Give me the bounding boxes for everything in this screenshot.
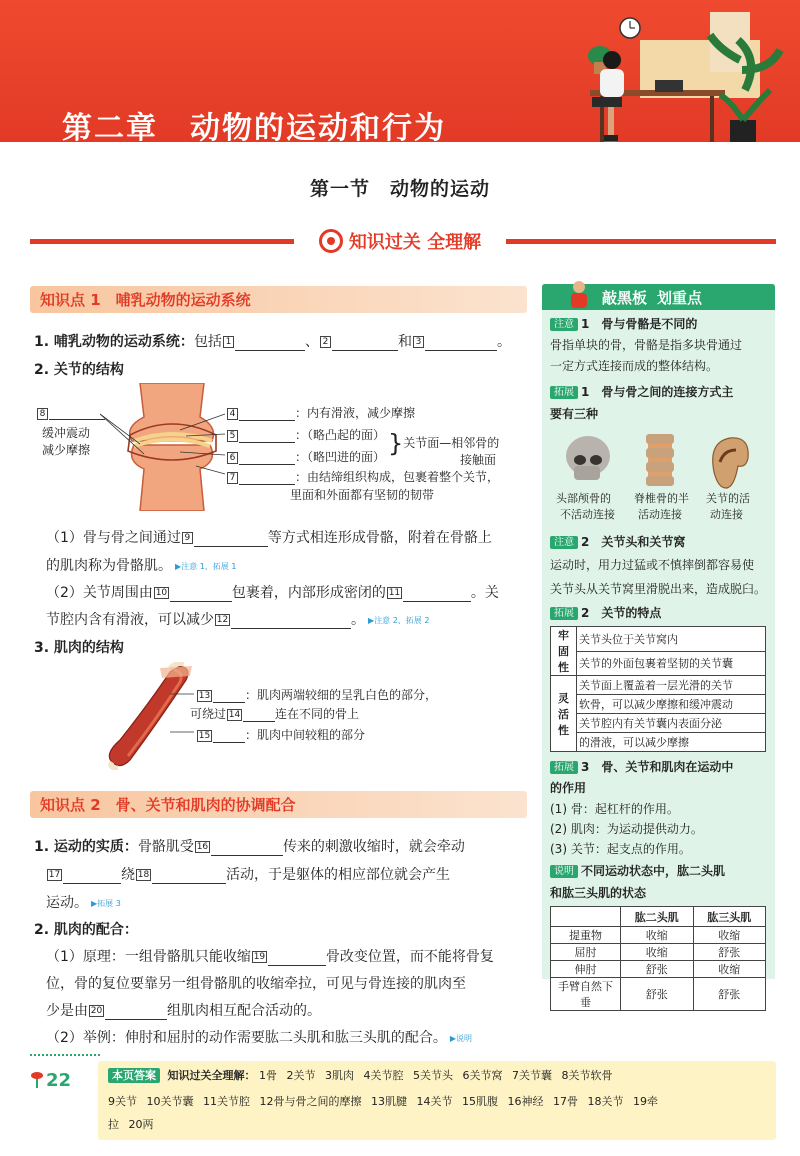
note2-body-2: 关节头从关节窝里滑脱出来，造成脱臼。	[550, 582, 767, 596]
muscle-state-table: 肱二头肌 肱三头肌 提重物 收缩 收缩 屈肘 收缩 舒张 伸肘 舒张 收缩 手臂自然下垂 舒张 舒张	[550, 906, 766, 1011]
teacher-icon	[566, 280, 592, 310]
joint-bone-icon	[704, 432, 754, 490]
answers-line-2: 9关节 10关节囊 11关节腔 12骨与骨之间的摩擦 13肌腱 14关节 15肌腹 16神经 17骨 18关节 19牵	[108, 1095, 658, 1108]
divider-label: 知识过关 全理解	[348, 232, 482, 253]
kp2-p1-line1: （1）原理：一组骨骼肌只能收缩 19 骨改变位置，而不能将骨复	[46, 949, 494, 965]
answers-line-3: 拉 20两	[108, 1118, 154, 1131]
kp2-q1-line2: 17 绕 18 活动，于是躯体的相应部位就会产生	[48, 867, 450, 883]
target-icon	[319, 229, 343, 253]
kp2-q1-line1: 1. 运动的实质：骨骼肌受 16 传来的刺激收缩时，就会牵动	[34, 839, 465, 855]
joint-label-7b: 里面和外面都有坚韧的韧带	[290, 488, 435, 502]
bone-caption-1b: 不活动连接	[560, 508, 615, 521]
joint-left-note2: 减少摩擦	[42, 443, 91, 457]
sprout-icon	[30, 1072, 44, 1088]
note1-body-2: 一定方式连接而成的整体结构。	[550, 359, 719, 373]
page-number: 22	[30, 1066, 82, 1094]
kp2-p2: （2）举例：伸肘和屈肘的动作需要肱二头肌和肱三头肌的配合。 ▶说明	[46, 1030, 473, 1046]
blank-14[interactable]	[243, 708, 275, 722]
sidebar-head-2: 划重点	[657, 288, 703, 307]
blank-3[interactable]	[425, 337, 497, 351]
ref-note1-ext1[interactable]: ▶注意 1、拓展 1	[175, 561, 237, 571]
note2-title: 注意 2 关节头和关节窝	[550, 533, 685, 550]
ext1-title-2: 要有三种	[550, 407, 599, 421]
kp2-title: 知识点 2 骨、关节和肌肉的协调配合	[40, 796, 296, 814]
blank-5[interactable]	[239, 429, 295, 443]
ext1-title: 拓展 1 骨与骨之间的连接方式主	[550, 383, 733, 400]
kp1-p2-line2: 节腔内含有滑液，可以减少 12 。 ▶注意 2、拓展 2	[46, 612, 430, 628]
muscle-label-13: 13 ：肌肉两端较细的呈乳白色的部分，	[198, 688, 438, 702]
ext3-title-2: 的作用	[550, 781, 587, 795]
answers-line-1: 本页答案 知识过关全理解： 1骨 2关节 3肌肉 4关节腔 5关节头 6关节窝 7关节囊 8关节软骨	[108, 1067, 619, 1083]
kp1-title: 知识点 1 哺乳动物的运动系统	[40, 291, 251, 309]
joint-label-5: 5 ：（略凸起的面）	[226, 426, 385, 443]
bone-caption-2b: 活动连接	[638, 508, 682, 521]
ext3-body-2: (2) 肌肉：为运动提供动力。	[550, 822, 703, 836]
blank-19[interactable]	[268, 952, 326, 966]
bone-caption-3a: 关节的活	[706, 492, 750, 505]
ext3-title: 拓展 3 骨、关节和肌肉在运动中	[550, 758, 733, 775]
kp2-q2-label: 2. 肌肉的配合：	[34, 922, 138, 938]
blank-8[interactable]	[49, 406, 105, 420]
section-title: 第一节 动物的运动	[309, 178, 490, 200]
joint-left-note1: 缓冲震动	[42, 426, 91, 440]
kp1-q2-label: 2. 关节的结构	[34, 362, 124, 378]
joint-brace-2: 接触面	[460, 453, 497, 467]
answer-tag: 本页答案	[108, 1068, 160, 1083]
divider-left	[30, 239, 294, 244]
joint-features-table: 牢固性 关节头位于关节窝内 关节的外面包裹着坚韧的关节囊 灵活性 关节面上覆盖着一层光滑的关节 软骨，可以减少摩擦和缓冲震动 关节腔内有关节囊内表面分泌 的滑液，可以减少摩擦	[550, 626, 766, 752]
kp1-q3-label: 3. 肌肉的结构	[34, 640, 124, 656]
student-desk-illustration	[560, 0, 800, 142]
chapter-title: 第二章 动物的运动和行为	[62, 111, 446, 142]
sidebar-head-1: 敲黑板	[602, 288, 648, 307]
blank-11[interactable]	[403, 588, 471, 602]
joint-label-4: 4 ：内有滑液，减少摩擦	[226, 404, 415, 421]
ext3-body-3: (3) 关节：起支点的作用。	[550, 842, 691, 856]
spine-icon	[640, 432, 680, 490]
explain-title-2: 和肱三头肌的状态	[550, 886, 647, 900]
blank-18[interactable]	[152, 870, 226, 884]
kp1-p1-line2: 的肌肉称为骨骼肌。 ▶注意 1、拓展 1	[46, 558, 237, 574]
bone-caption-3b: 动连接	[710, 508, 743, 521]
blank-17[interactable]	[63, 870, 121, 884]
kp2-q1-line3: 运动。 ▶拓展 3	[46, 895, 121, 911]
blank-1[interactable]	[235, 337, 305, 351]
kp2-header	[30, 791, 527, 818]
blank-12[interactable]	[231, 615, 351, 629]
ref-explain[interactable]: ▶说明	[449, 1033, 473, 1043]
joint-label-6: 6 ：（略凹进的面）	[226, 448, 385, 465]
blank-2[interactable]	[332, 337, 398, 351]
muscle-label-15: 15 ：肌肉中间较粗的部分	[198, 728, 366, 742]
blank-13[interactable]	[213, 689, 245, 703]
blank-4[interactable]	[239, 407, 295, 421]
bone-caption-1a: 头部颅骨的	[556, 492, 611, 505]
kp1-p1-line1: （1）骨与骨之间通过 9 等方式相连形成骨骼，附着在骨骼上	[46, 530, 492, 546]
footer-dotted-line	[30, 1054, 100, 1056]
blank-7[interactable]	[239, 471, 295, 485]
blank-16[interactable]	[211, 842, 283, 856]
joint-brace: }关节面—相邻骨的	[388, 429, 500, 458]
bone-caption-2a: 脊椎骨的半	[634, 492, 689, 505]
note1-body-1: 骨指单块的骨，骨骼是指多块骨通过	[550, 338, 743, 352]
blank-9[interactable]	[194, 533, 268, 547]
blank-20[interactable]	[105, 1006, 167, 1020]
ext3-body-1: (1) 骨：起杠杆的作用。	[550, 802, 679, 816]
blank-10[interactable]	[170, 588, 232, 602]
ext2-title: 拓展 2 关节的特点	[550, 604, 661, 621]
divider-badge	[298, 226, 502, 256]
skull-icon	[560, 432, 616, 488]
kp1-q1: 1. 哺乳动物的运动系统：包括 1 、 2 和 3 。	[34, 334, 511, 350]
joint-label-7: 7 ：由结缔组织构成，包裹着整个关节，	[226, 468, 499, 485]
blank-15[interactable]	[213, 729, 245, 743]
explain-title: 说明 不同运动状态中，肱二头肌	[550, 862, 725, 879]
kp1-p2-line1: （2）关节周围由 10 包裹着，内部形成密闭的 11 。关	[46, 585, 499, 601]
joint-label-8: 8	[36, 406, 105, 420]
blank-6[interactable]	[239, 451, 295, 465]
note1-title: 注意 1 骨与骨骼是不同的	[550, 315, 697, 332]
ref-note2-ext2[interactable]: ▶注意 2、拓展 2	[368, 615, 430, 625]
muscle-label-14: 可绕过 14 连在不同的骨上	[190, 707, 360, 721]
kp1-header	[30, 286, 527, 313]
chapter-banner	[0, 0, 800, 142]
divider-right	[506, 239, 776, 244]
ref-ext3[interactable]: ▶拓展 3	[91, 898, 121, 908]
kp2-p1-line2: 位，骨的复位要靠另一组骨骼肌的收缩牵拉，可见与骨连接的肌肉至	[46, 976, 466, 992]
note2-body-1: 运动时，用力过猛或不慎摔倒都容易使	[550, 558, 755, 572]
joint-leader-lines	[100, 410, 230, 480]
kp2-p1-line3: 少是由 20 组肌肉相互配合活动的。	[46, 1003, 321, 1019]
